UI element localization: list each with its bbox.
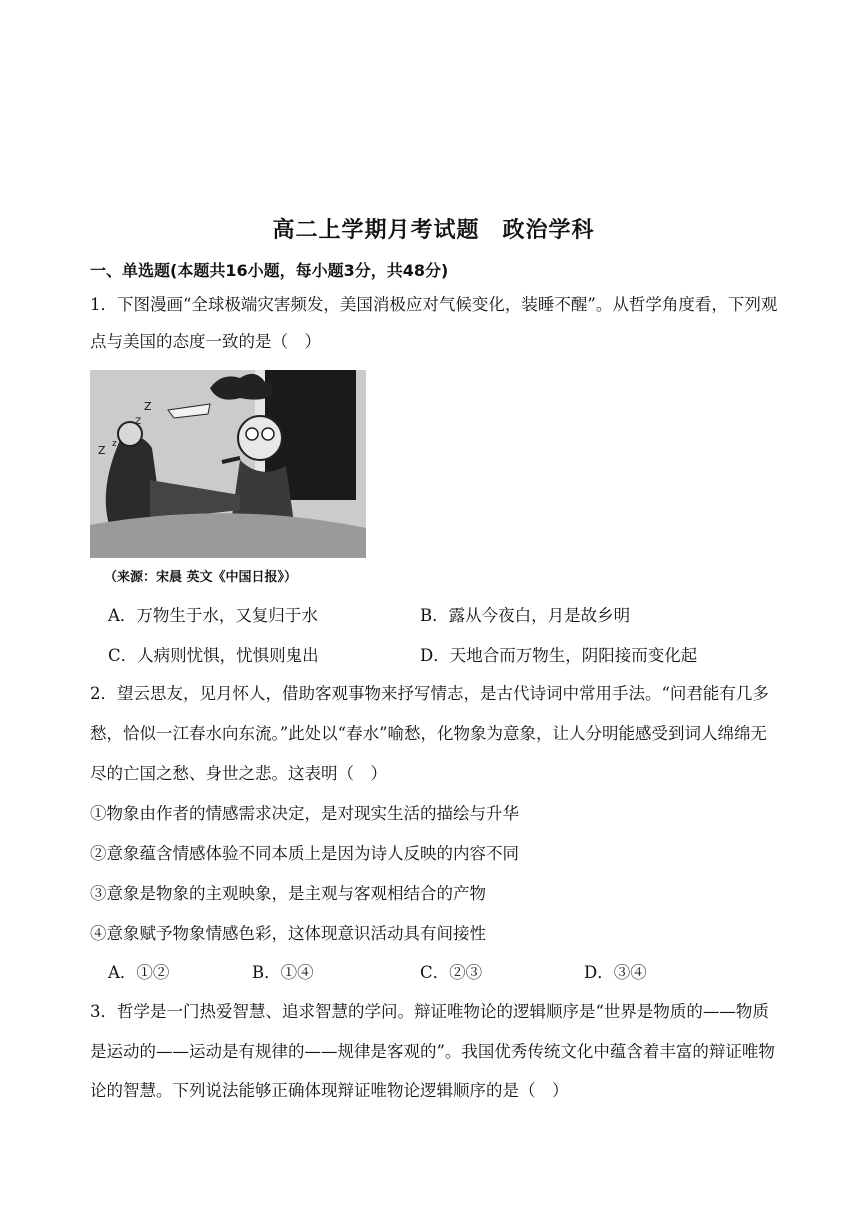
q2-line-3: 尽的亡国之愁、身世之悲。这表明（ ）: [90, 764, 387, 783]
q2-statement-1: ①物象由作者的情感需求决定，是对现实生活的描绘与升华: [90, 804, 519, 823]
q1-option-c: C．人病则忧惧，忧惧则鬼出: [108, 646, 319, 665]
q3-line-1: 3．哲学是一门热爱智慧、追求智慧的学问。辩证唯物论的逻辑顺序是“世界是物质的——物质: [90, 1002, 769, 1021]
q1-option-a: A．万物生于水，又复归于水: [108, 606, 318, 625]
svg-text:Z: Z: [135, 417, 142, 427]
q2-statement-3: ③意象是物象的主观映象，是主观与客观相结合的产物: [90, 884, 486, 903]
q1-option-d: D．天地合而万物生，阴阳接而变化起: [420, 646, 698, 665]
section-heading: 一、单选题(本题共16小题，每小题3分，共48分): [90, 261, 449, 280]
q2-line-2: 愁，恰似一江春水向东流。”此处以“春水”喻愁，化物象为意象，让人分明能感受到词人绵绵无: [90, 724, 768, 743]
svg-text:z: z: [112, 439, 117, 449]
page-title: 高二上学期月考试题 政治学科: [272, 218, 595, 243]
q1-line-2: 点与美国的态度一致的是（ ）: [90, 332, 321, 351]
q3-line-2: 是运动的——运动是有规律的——规律是客观的”。我国优秀传统文化中蕴含着丰富的辩证唯物: [90, 1042, 775, 1061]
q1-line-1: 1．下图漫画“全球极端灾害频发，美国消极应对气候变化，装睡不醒”。从哲学角度看，下列观: [90, 295, 778, 314]
q3-line-3: 论的智慧。下列说法能够正确体现辩证唯物论逻辑顺序的是（ ）: [90, 1081, 569, 1100]
q2-option-b: B．①④: [252, 963, 314, 982]
q2-line-1: 2．望云思友，见月怀人，借助客观事物来抒写情志，是古代诗词中常用手法。“问君能有几多: [90, 684, 769, 703]
cartoon-illustration: [90, 370, 366, 558]
q2-option-d: D．③④: [584, 963, 647, 982]
cartoon-image: [90, 370, 366, 558]
q2-option-a: A．①②: [108, 963, 170, 982]
image-caption: （来源：宋晨 英文《中国日报》）: [104, 570, 298, 585]
q2-option-c: C．②③: [420, 963, 483, 982]
q1-option-b: B．露从今夜白，月是故乡明: [420, 606, 631, 625]
svg-text:Z: Z: [98, 444, 106, 457]
svg-text:Z: Z: [144, 400, 152, 413]
q2-statement-4: ④意象赋予物象情感色彩，这体现意识活动具有间接性: [90, 924, 486, 943]
q2-statement-2: ②意象蕴含情感体验不同本质上是因为诗人反映的内容不同: [90, 844, 519, 863]
